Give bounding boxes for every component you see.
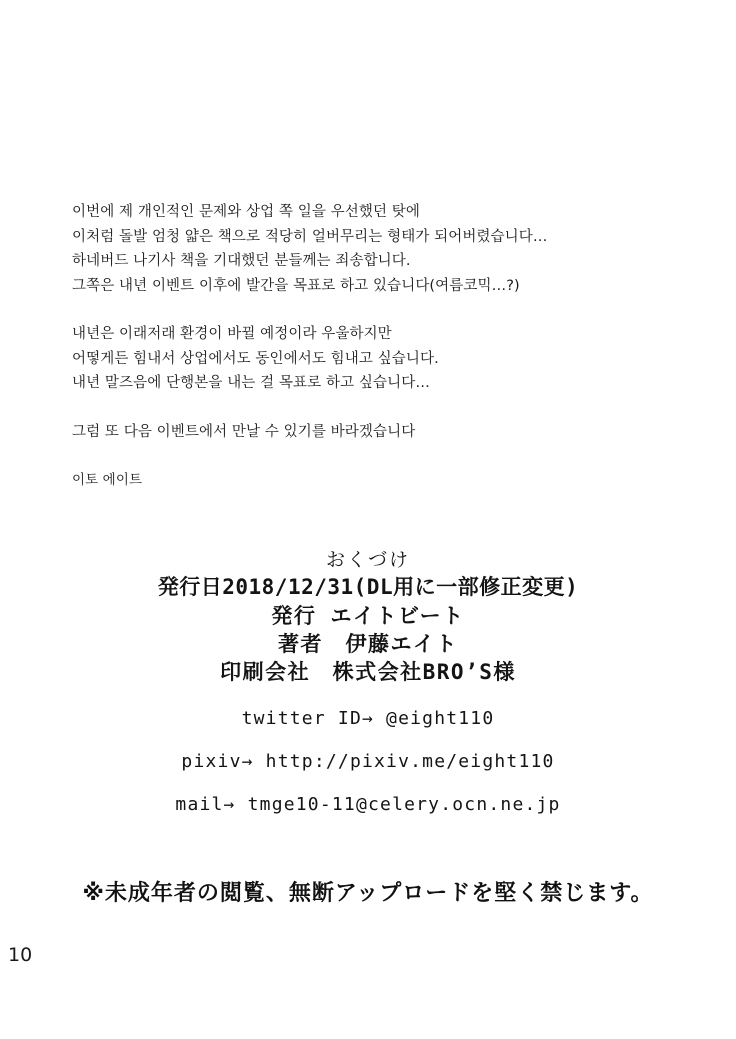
- afterword-line: 내년은 이래저래 환경이 바뀔 예정이라 우울하지만: [72, 326, 392, 342]
- contact-twitter: twitter ID→ @eight110: [241, 708, 495, 729]
- colophon-heading: おくづけ: [325, 549, 410, 571]
- contact-mail: mail→ tmge10-11@celery.ocn.ne.jp: [175, 794, 561, 815]
- contact-block: [0, 708, 736, 837]
- colophon-publisher: 発行 エイトビート: [271, 603, 465, 628]
- afterword-line: 그럼 또 다음 이벤트에서 만날 수 있기를 바라겠습니다: [72, 423, 416, 440]
- afterword-line: 내년 말즈음에 단행본을 내는 걸 목표로 하고 싶습니다…: [72, 375, 430, 391]
- paragraph-spacer: [72, 298, 652, 322]
- legal-notice: ※未成年者の閲覧、無断アップロードを堅く禁じます。: [82, 881, 654, 906]
- paragraph-spacer: [72, 396, 652, 420]
- page-number: 10: [8, 944, 33, 966]
- colophon-printer: 印刷会社 株式会社BRO’S様: [220, 659, 516, 684]
- colophon-block: [0, 548, 736, 686]
- colophon-publish-date: 発行日2018/12/31(DL用に一部修正変更): [157, 575, 579, 600]
- afterword-text-block: [72, 200, 652, 493]
- contact-pixiv: pixiv→ http://pixiv.me/eight110: [181, 751, 555, 772]
- colophon-author: 著者 伊藤エイト: [278, 631, 458, 656]
- afterword-line: 이번에 제 개인적인 문제와 상업 쪽 일을 우선했던 탓에: [72, 204, 421, 220]
- afterword-line: 하네버드 나기사 책을 기대했던 분들께는 죄송합니다.: [72, 253, 411, 269]
- afterword-line: 그쪽은 내년 이벤트 이후에 발간을 목표로 하고 있습니다(여름코믹…?): [72, 277, 520, 294]
- afterword-line: 이처럼 돌발 엄청 얇은 책으로 적당히 얼버무리는 형태가 되어버렸습니다…: [72, 228, 548, 245]
- author-signature: 이토 에이트: [72, 472, 143, 488]
- afterword-line: 어떻게든 힘내서 상업에서도 동인에서도 힘내고 싶습니다.: [72, 350, 439, 367]
